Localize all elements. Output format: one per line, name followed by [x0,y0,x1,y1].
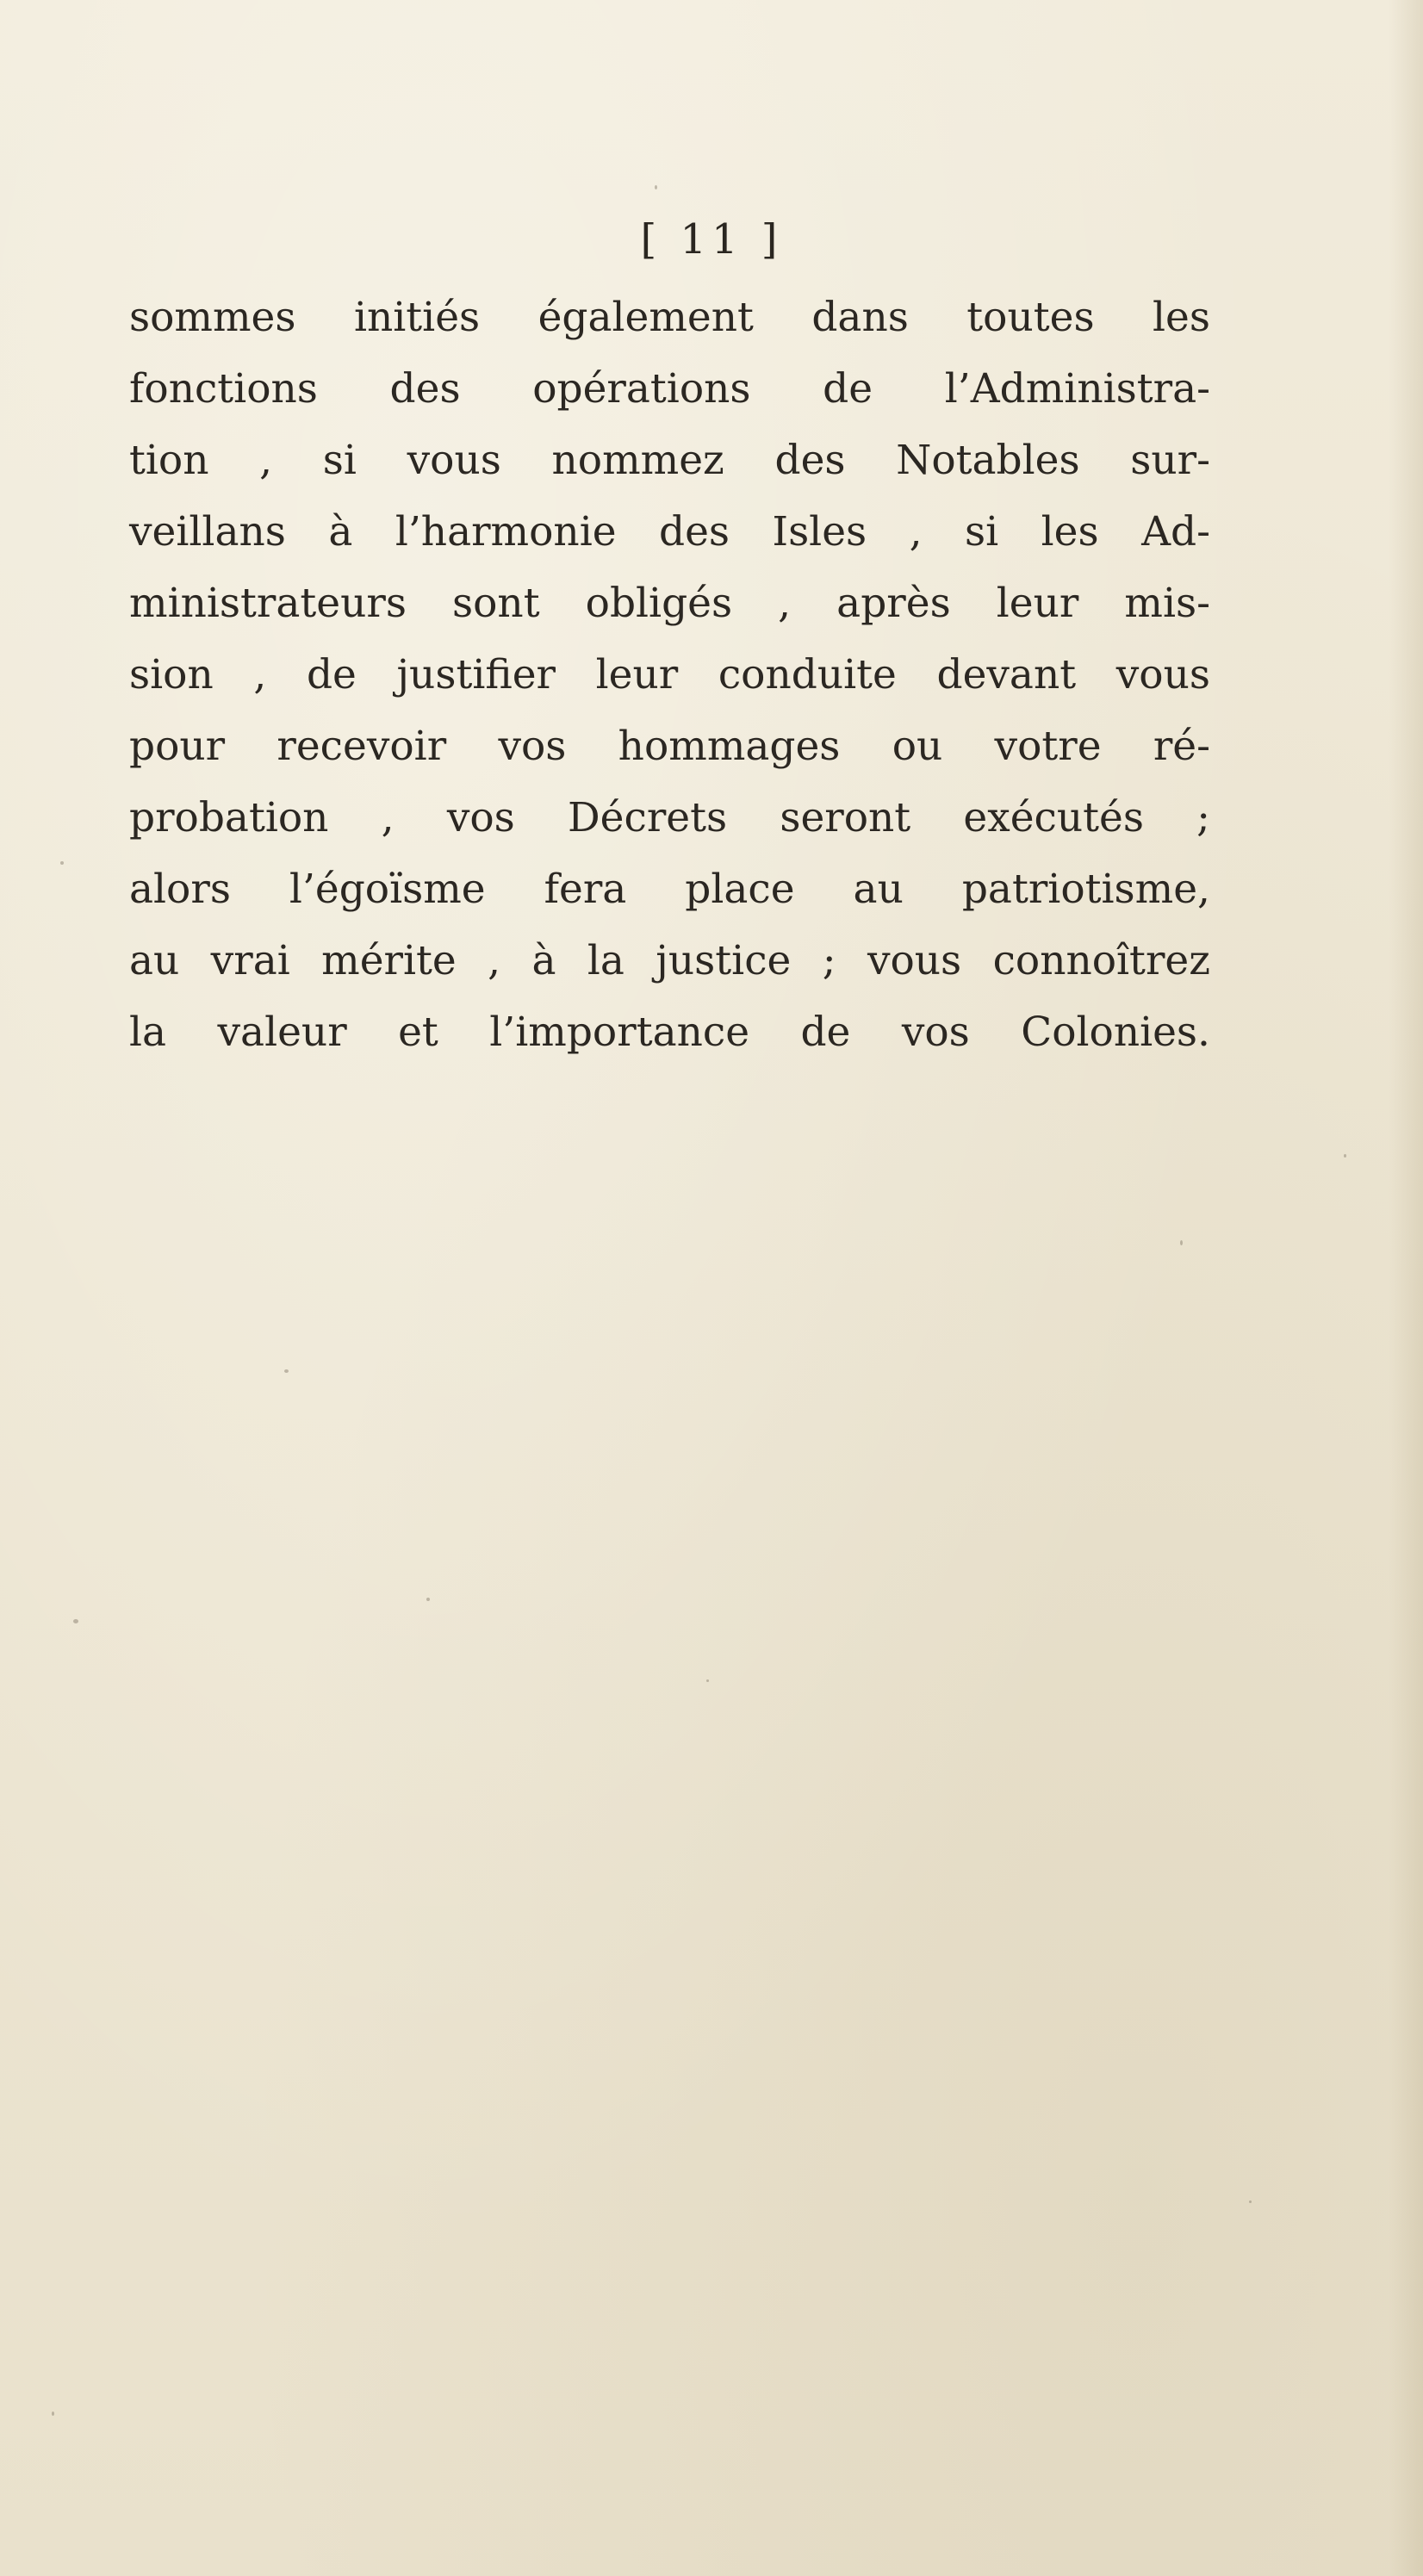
text-line: alors l’égoïsme fera place au patriotisme, [129,866,1210,913]
paper-speck [1180,1240,1183,1245]
text-line: au vrai mérite , à la justice ; vous connoîtrez [129,937,1210,984]
paper-speck [426,1598,430,1601]
paper-speck [1249,2200,1252,2203]
text-line: sion , de justifier leur conduite devant vous [129,651,1210,698]
paper-speck [706,1679,709,1682]
paper-speck [73,1619,78,1623]
paper-speck [655,185,657,189]
paper-speck [60,861,64,865]
text-line: sommes initiés également dans toutes les [129,294,1210,341]
paper-speck [52,2412,54,2416]
body-text [129,282,1210,1068]
text-line: la valeur et l’importance de vos Colonies. [129,1009,1210,1056]
text-line: ministrateurs sont obligés , après leur mis- [129,580,1210,627]
text-line: probation , vos Décrets seront exécutés ; [129,794,1210,841]
page-number: [ 11 ] [640,215,783,264]
text-line: tion , si vous nommez des Notables sur- [129,437,1210,484]
text-line: veillans à l’harmonie des Isles , si les Ad- [129,508,1210,556]
text-line: pour recevoir vos hommages ou votre ré- [129,723,1210,770]
paper-speck [284,1369,289,1373]
page-edge-shadow [1389,0,1423,2576]
text-line: fonctions des opérations de l’Administra- [129,365,1210,413]
paper-speck [1344,1154,1346,1158]
